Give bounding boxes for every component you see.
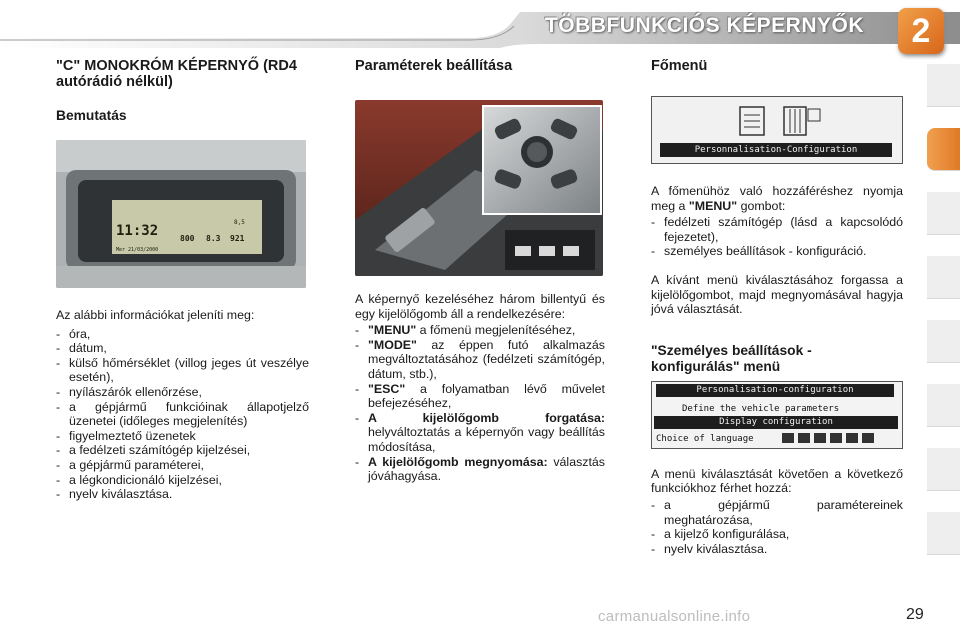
selection-text: A kívánt menü kiválasztásához forgassa a kijelölőgombot, majd megnyomásával hagyja jóvá választását. [651,272,903,317]
list-item: - a légkondicionáló kijelzései, [56,472,222,487]
list-item: - nyílászárók ellenőrzése, [56,384,202,399]
list-item: - a fedélzeti számítógép kijelzései, [56,443,251,458]
config-menu-heading: Personalisation-configuration [656,384,894,397]
list-item: - A kijelölőgomb forgatása: helyváltoztatás a képernyőn vagy beállítás módosítása, [355,410,605,454]
chapter-tab[interactable] [927,512,960,555]
list-item: - nyelv kiválasztása. [56,487,173,502]
display-date: Mer 21/03/2000 [116,247,159,253]
functions-text: A menü kiválasztását követően a következő funkciókhoz férhet hozzá: [651,466,903,496]
intro-text: Az alábbi információkat jeleníti meg: [56,308,255,322]
chapter-tabs [927,64,960,576]
page-title: TÖBBFUNKCIÓS KÉPERNYŐK [544,14,864,37]
display-temperature: 8,5 [234,219,245,226]
column-main-menu [651,58,903,556]
language-flag-icons [782,432,892,444]
list-item: - nyelv kiválasztása. [651,541,768,556]
feature-list [56,327,309,502]
list-item: - a kijelző konfigurálása, [651,527,790,542]
menu-item-display-configuration[interactable]: Display configuration [654,416,898,429]
display-value-3: 921 [230,234,245,243]
chapter-tab[interactable] [927,448,960,491]
list-item: - "ESC" a folyamatban lévő művelet befejezéséhez, [355,381,605,411]
config-menu-screen [651,381,903,449]
control-panel-illustration [355,100,603,276]
display-value-1: 800 [180,234,195,243]
section-title: "C" MONOKRÓM KÉPERNYŐ (RD4 autórádió nélkül) [56,58,297,90]
list-item: - "MODE" az éppen futó alkalmazás megváltoztatásához (fedélzeti számítógép, dátum, stb.), [355,337,605,381]
chapter-tab[interactable] [927,384,960,427]
list-item: - dátum, [56,341,107,356]
main-menu-screen [651,96,903,164]
chapter-tab[interactable] [927,64,960,107]
menu-item-vehicle-parameters[interactable]: Define the vehicle parameters [682,403,840,414]
list-item: - óra, [56,326,91,341]
column-monochrome-display [56,58,309,502]
list-item: - figyelmeztető üzenetek [56,428,196,443]
list-item: - külső hőmérséklet (villog jeges út veszélye esetén), [56,355,309,385]
list-item: - a gépjármű funkcióinak állapotjelző üzenetei (időleges megjelenítés) [56,399,309,429]
chapter-tab[interactable] [927,192,960,235]
column-parameters [355,58,605,484]
section-subtitle: Bemutatás [56,108,127,123]
chapter-badge: 2 [898,8,944,54]
chapter-tab[interactable] [927,320,960,363]
functions-list [651,498,903,556]
display-time: 11:32 [116,223,159,239]
chapter-tab[interactable] [927,256,960,299]
menu-item-personalisation[interactable]: Personnalisation-Configuration [660,143,892,157]
section-title: "Személyes beállítások - konfigurálás" menü [651,342,812,374]
dashboard-display-photo [56,140,306,288]
list-item: - személyes beállítások - konfiguráció. [651,244,867,259]
instruction-text: A főmenühöz való hozzáféréshez nyomja meg a "MENU" gombot: [651,184,903,213]
display-value-2: 8.3 [206,234,221,243]
chapter-tab-active[interactable] [927,128,960,171]
main-menu-list [651,215,903,259]
watermark: carmanualsonline.info [598,608,751,625]
menu-item-language[interactable]: Choice of language [656,433,754,444]
control-list [355,323,605,484]
list-item: - fedélzeti számítógép (lásd a kapcsolódó fejezetet), [651,215,903,244]
list-item: - a gépjármű paraméterei, [56,457,204,472]
list-item: - a gépjármű paramétereinek meghatározása, [651,497,903,527]
list-item: - A kijelölőgomb megnyomása: választás jóváhagyása. [355,454,605,484]
control-panel-photo [355,100,603,276]
intro-text: A képernyő kezeléséhez három billentyű és egy kijelölőgomb áll a rendelkezésére: [355,292,605,321]
page-number: 29 [906,606,924,623]
list-item: - "MENU" a főmenü megjelenítéséhez, [355,323,576,338]
section-title: Paraméterek beállítása [355,58,513,74]
section-title: Főmenü [651,58,708,74]
dashboard-illustration [56,140,306,288]
